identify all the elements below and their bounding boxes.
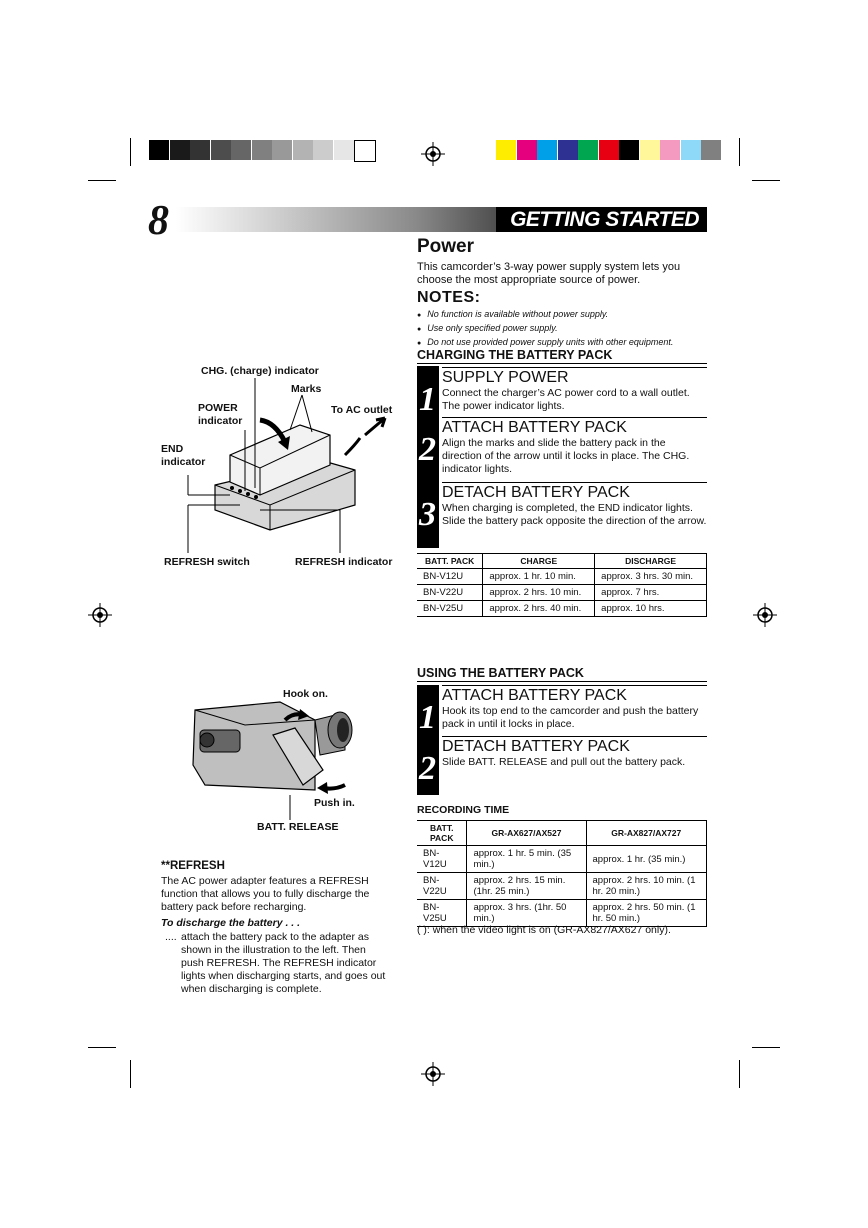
gray-swatch xyxy=(231,140,251,160)
step-number: 3 xyxy=(419,496,436,533)
table-header-row xyxy=(417,821,707,846)
step-text: When charging is completed, the END indicator lights. Slide the battery pack opposite the direction of the arrow. xyxy=(442,502,707,527)
recording-time-title: RECORDING TIME xyxy=(417,804,510,816)
table-cell: approx. 2 hrs. 10 min. (1 hr. 20 min.) xyxy=(586,873,706,900)
note-item: ● No function is available without power supply. xyxy=(417,308,717,322)
chg-indicator-label: CHG. (charge) indicator xyxy=(201,365,319,377)
registration-mark-icon xyxy=(753,603,777,627)
gray-swatch xyxy=(313,140,333,160)
table-cell: BN-V12U xyxy=(417,569,483,585)
marks-label: Marks xyxy=(291,383,322,395)
table-cell: approx. 2 hrs. 50 min. (1 hr. 50 min.) xyxy=(586,900,706,927)
table-row xyxy=(417,900,707,927)
end-indicator-label: END indicator xyxy=(161,443,206,468)
color-swatch xyxy=(517,140,537,160)
charging-step-1 xyxy=(417,367,707,417)
table-cell: BN-V22U xyxy=(417,873,467,900)
crop-mark xyxy=(752,1047,780,1048)
color-swatch xyxy=(660,140,680,160)
table-cell: approx. 7 hrs. xyxy=(595,585,707,601)
table-row xyxy=(417,569,707,585)
gray-swatch xyxy=(211,140,231,160)
note-item: ● Use only specified power supply. xyxy=(417,322,717,336)
column-header: CHARGE xyxy=(483,554,595,569)
table-row xyxy=(417,873,707,900)
refresh-switch-label: REFRESH switch xyxy=(164,556,250,568)
color-swatch xyxy=(558,140,578,160)
step-text: Hook its top end to the camcorder and push the battery pack in until it locks in place. xyxy=(442,705,699,730)
power-heading: Power xyxy=(417,236,475,257)
crop-mark xyxy=(130,138,131,166)
gray-swatch xyxy=(293,140,313,160)
color-swatch xyxy=(578,140,598,160)
section-header-bar xyxy=(176,207,707,232)
power-indicator-label: POWER indicator xyxy=(198,402,243,427)
color-swatch xyxy=(701,140,721,160)
column-header: BATT. PACK xyxy=(417,821,467,846)
table-cell: approx. 1 hr. 5 min. (35 min.) xyxy=(467,846,586,873)
table-cell: approx. 1 hr. 10 min. xyxy=(483,569,595,585)
charging-step-2 xyxy=(417,417,707,482)
crop-mark xyxy=(88,1047,116,1048)
step-number: 1 xyxy=(419,699,436,736)
table-row xyxy=(417,601,707,617)
notes-title: NOTES: xyxy=(417,289,481,306)
gray-swatch xyxy=(252,140,272,160)
notes-list xyxy=(417,308,717,350)
registration-mark-icon xyxy=(88,603,112,627)
table-cell: approx. 10 hrs. xyxy=(595,601,707,617)
registration-mark-icon xyxy=(421,1062,445,1086)
refresh-title: **REFRESH xyxy=(161,860,225,872)
step-text: Connect the charger’s AC power cord to a wall outlet. The power indicator lights. xyxy=(442,387,690,412)
registration-mark-icon xyxy=(421,142,445,166)
step-number: 2 xyxy=(419,431,436,468)
gray-swatch xyxy=(190,140,210,160)
table-cell: BN-V12U xyxy=(417,846,467,873)
refresh-body: The AC power adapter features a REFRESH function that allows you to fully discharge the battery pack before recharging. xyxy=(161,875,370,913)
ac-outlet-label: To AC outlet xyxy=(331,404,393,416)
crop-mark xyxy=(739,138,740,166)
gray-swatch xyxy=(149,140,169,160)
crop-mark xyxy=(739,1060,740,1088)
charging-section-title: CHARGING THE BATTERY PACK xyxy=(417,348,707,364)
charging-step-3 xyxy=(417,482,707,548)
using-step-1 xyxy=(417,685,707,736)
color-swatch xyxy=(599,140,619,160)
table-cell: BN-V22U xyxy=(417,585,483,601)
table-cell: approx. 3 hrs. 30 min. xyxy=(595,569,707,585)
table-cell: BN-V25U xyxy=(417,900,467,927)
note-item: ● Do not use provided power supply units with other equipment. xyxy=(417,336,717,350)
table-cell: approx. 1 hr. (35 min.) xyxy=(586,846,706,873)
table-cell: approx. 3 hrs. (1hr. 50 min.) xyxy=(467,900,586,927)
column-header: GR-AX827/AX727 xyxy=(586,821,706,846)
table-row xyxy=(417,585,707,601)
step-heading: DETACH BATTERY PACK xyxy=(442,736,707,757)
table-cell: approx. 2 hrs. 40 min. xyxy=(483,601,595,617)
step-heading: SUPPLY POWER xyxy=(442,367,707,388)
power-intro: This camcorder’s 3-way power supply system lets you choose the most appropriate source of power. xyxy=(417,261,681,286)
step-heading: DETACH BATTERY PACK xyxy=(442,482,707,503)
using-step-2 xyxy=(417,736,707,795)
column-header: GR-AX627/AX527 xyxy=(467,821,586,846)
recording-time-table xyxy=(417,820,707,927)
batt-release-label: BATT. RELEASE xyxy=(257,821,339,833)
crop-mark xyxy=(130,1060,131,1088)
charging-time-table xyxy=(417,553,707,617)
gray-swatch xyxy=(354,140,376,162)
color-swatch xyxy=(681,140,701,160)
column-header: DISCHARGE xyxy=(595,554,707,569)
refresh-indicator-label: REFRESH indicator xyxy=(295,556,393,568)
table-cell: approx. 2 hrs. 15 min. (1hr. 25 min.) xyxy=(467,873,586,900)
gray-swatch xyxy=(272,140,292,160)
step-text: Align the marks and slide the battery pack in the direction of the arrow until it locks in place. The CHG. indicator lights. xyxy=(442,437,690,475)
step-number: 1 xyxy=(419,381,436,418)
gray-swatch xyxy=(170,140,190,160)
table-cell: approx. 2 hrs. 10 min. xyxy=(483,585,595,601)
color-swatch xyxy=(537,140,557,160)
color-swatch xyxy=(619,140,639,160)
using-section-title: USING THE BATTERY PACK xyxy=(417,666,707,682)
discharge-text: attach the battery pack to the adapter as shown in the illustration to the left. Then push REFRESH. The REFRESH indicator lights when discharging starts, and goes out when discharging is complete. xyxy=(181,931,386,995)
step-heading: ATTACH BATTERY PACK xyxy=(442,417,707,438)
table-header-row xyxy=(417,554,707,569)
crop-mark xyxy=(752,180,780,181)
page-number: 8 xyxy=(148,198,169,244)
crop-mark xyxy=(88,180,116,181)
section-title: GETTING STARTED xyxy=(496,207,707,232)
push-in-label: Push in. xyxy=(314,797,355,809)
column-header: BATT. PACK xyxy=(417,554,483,569)
discharge-title: To discharge the battery . . . xyxy=(161,917,301,929)
recording-footnote: ( ): when the video light is on (GR-AX827/AX627 only). xyxy=(417,924,671,936)
step-heading: ATTACH BATTERY PACK xyxy=(442,685,707,706)
step-number: 2 xyxy=(419,750,436,787)
gray-swatch xyxy=(334,140,354,160)
step-text: Slide BATT. RELEASE and pull out the battery pack. xyxy=(442,756,686,768)
color-swatch xyxy=(640,140,660,160)
table-cell: BN-V25U xyxy=(417,601,483,617)
table-row xyxy=(417,846,707,873)
color-swatch xyxy=(496,140,516,160)
hook-on-label: Hook on. xyxy=(283,688,328,700)
leader-dots: .... xyxy=(165,931,177,943)
